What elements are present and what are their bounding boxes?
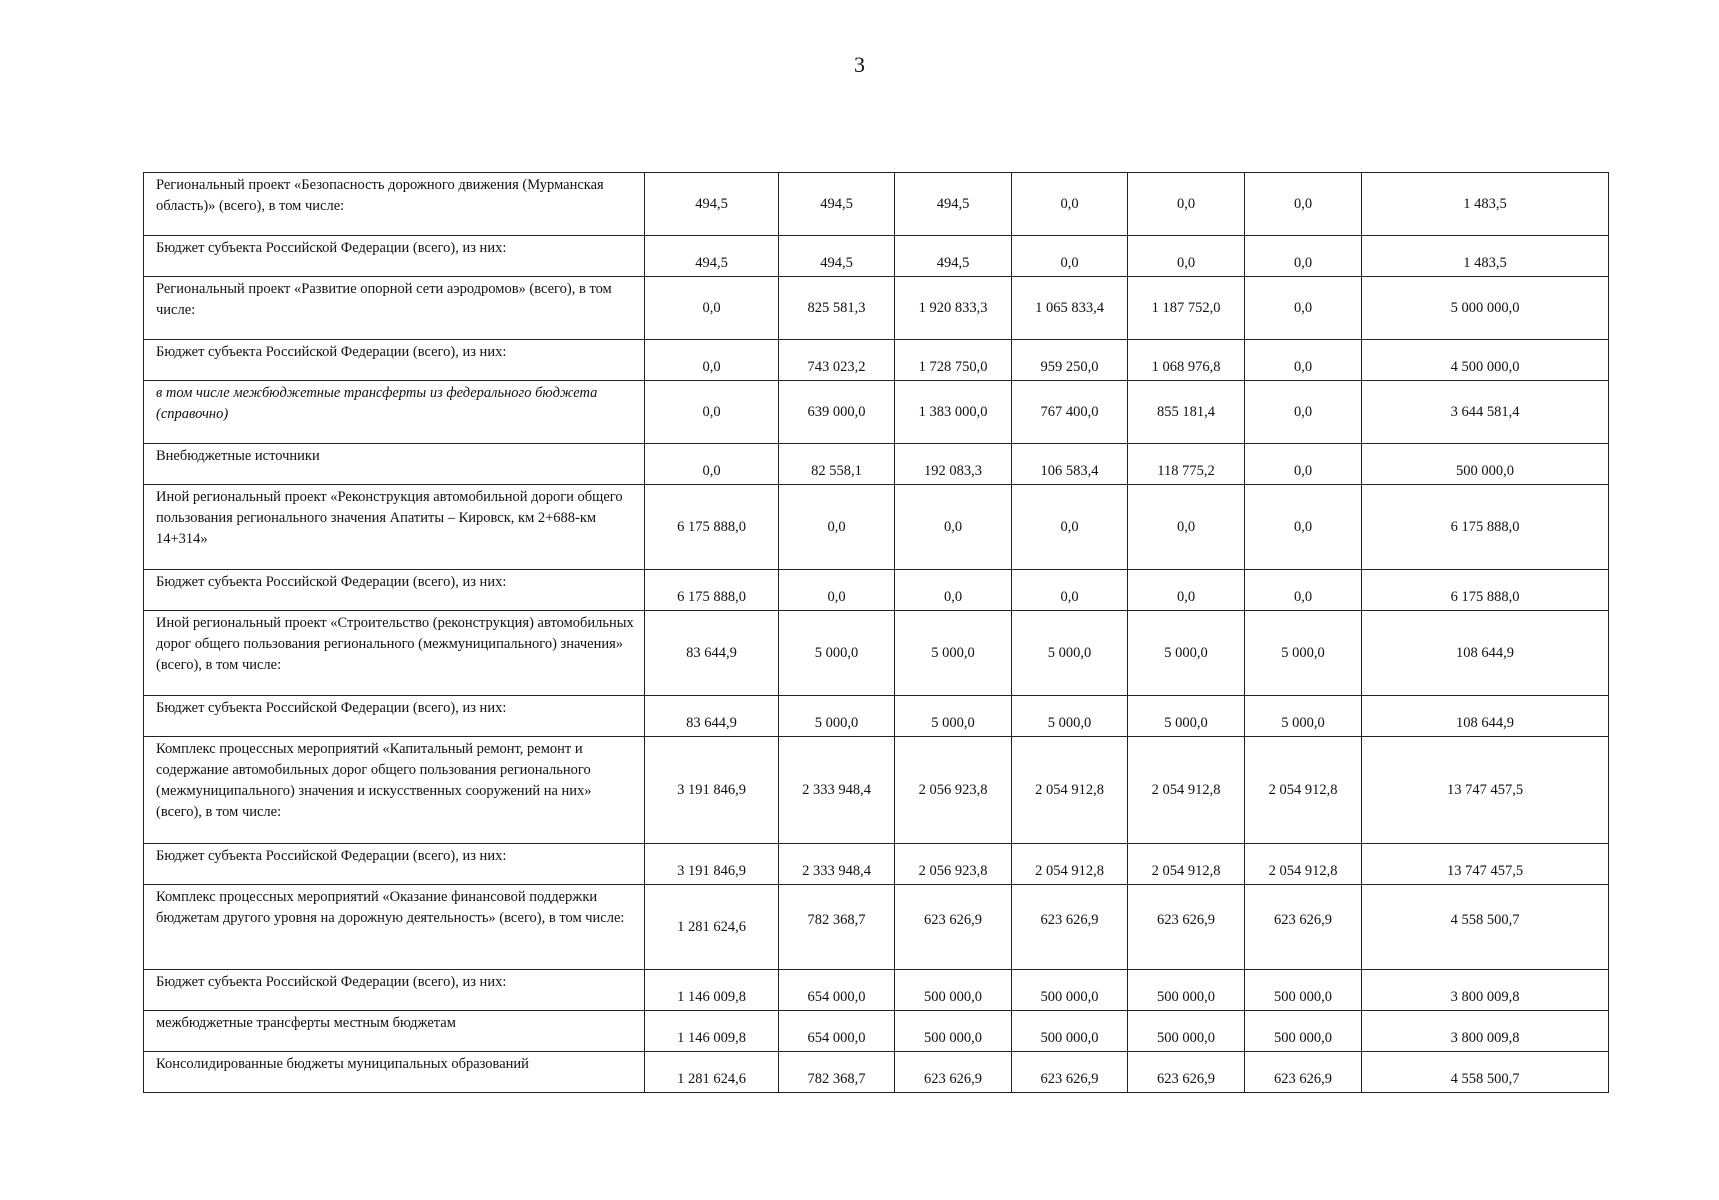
value-cell: 0,0	[1245, 570, 1362, 611]
row-label: Бюджет субъекта Российской Федерации (всего), из них:	[144, 570, 645, 611]
value-cell: 0,0	[895, 485, 1012, 570]
value-cell: 494,5	[895, 173, 1012, 236]
value-cell: 1 187 752,0	[1128, 277, 1245, 340]
value-cell: 782 368,7	[779, 1052, 895, 1093]
value-cell: 2 056 923,8	[895, 844, 1012, 885]
value-cell: 6 175 888,0	[645, 485, 779, 570]
table-row	[144, 885, 1609, 970]
value-cell: 5 000,0	[1012, 696, 1128, 737]
row-label: Комплекс процессных мероприятий «Оказание финансовой поддержки бюджетам другого уровня на дорожную деятельность» (всего), в том числе:	[144, 885, 645, 970]
row-label: Бюджет субъекта Российской Федерации (всего), из них:	[144, 844, 645, 885]
value-cell: 118 775,2	[1128, 444, 1245, 485]
value-cell: 623 626,9	[895, 1052, 1012, 1093]
table-row	[144, 970, 1609, 1011]
value-cell: 494,5	[645, 173, 779, 236]
value-cell: 1 281 624,6	[645, 885, 779, 970]
value-cell: 500 000,0	[1362, 444, 1609, 485]
table-row	[144, 737, 1609, 844]
row-label: Бюджет субъекта Российской Федерации (всего), из них:	[144, 236, 645, 277]
value-cell: 2 054 912,8	[1128, 844, 1245, 885]
row-label: в том числе межбюджетные трансферты из федерального бюджета (справочно)	[144, 381, 645, 444]
value-cell: 0,0	[1245, 485, 1362, 570]
value-cell: 5 000,0	[779, 611, 895, 696]
value-cell: 0,0	[1128, 236, 1245, 277]
row-label: Иной региональный проект «Реконструкция автомобильной дороги общего пользования регионального значения Апатиты – Кировск, км 2+688-км 14+314»	[144, 485, 645, 570]
value-cell: 623 626,9	[1128, 885, 1245, 970]
row-label: Бюджет субъекта Российской Федерации (всего), из них:	[144, 970, 645, 1011]
value-cell: 500 000,0	[895, 970, 1012, 1011]
value-cell: 6 175 888,0	[645, 570, 779, 611]
table-row	[144, 611, 1609, 696]
value-cell: 1 065 833,4	[1012, 277, 1128, 340]
value-cell: 494,5	[779, 173, 895, 236]
value-cell: 5 000,0	[1012, 611, 1128, 696]
value-cell: 83 644,9	[645, 611, 779, 696]
value-cell: 2 054 912,8	[1012, 737, 1128, 844]
value-cell: 0,0	[895, 570, 1012, 611]
table-row	[144, 1011, 1609, 1052]
value-cell: 623 626,9	[1128, 1052, 1245, 1093]
value-cell: 2 054 912,8	[1012, 844, 1128, 885]
value-cell: 13 747 457,5	[1362, 737, 1609, 844]
value-cell: 0,0	[779, 485, 895, 570]
value-cell: 1 483,5	[1362, 236, 1609, 277]
value-cell: 0,0	[645, 381, 779, 444]
table-row	[144, 570, 1609, 611]
value-cell: 3 644 581,4	[1362, 381, 1609, 444]
table-row	[144, 485, 1609, 570]
value-cell: 0,0	[1012, 570, 1128, 611]
value-cell: 623 626,9	[1245, 885, 1362, 970]
value-cell: 108 644,9	[1362, 611, 1609, 696]
value-cell: 500 000,0	[1128, 970, 1245, 1011]
value-cell: 500 000,0	[895, 1011, 1012, 1052]
value-cell: 3 800 009,8	[1362, 1011, 1609, 1052]
table-row	[144, 173, 1609, 236]
table-row	[144, 844, 1609, 885]
value-cell: 5 000,0	[1128, 611, 1245, 696]
value-cell: 2 054 912,8	[1245, 844, 1362, 885]
value-cell: 2 054 912,8	[1245, 737, 1362, 844]
table-row	[144, 696, 1609, 737]
value-cell: 0,0	[1245, 173, 1362, 236]
row-label: Бюджет субъекта Российской Федерации (всего), из них:	[144, 340, 645, 381]
value-cell: 192 083,3	[895, 444, 1012, 485]
value-cell: 1 483,5	[1362, 173, 1609, 236]
value-cell: 83 644,9	[645, 696, 779, 737]
table-row	[144, 277, 1609, 340]
budget-table	[143, 172, 1609, 1093]
value-cell: 0,0	[1245, 340, 1362, 381]
value-cell: 5 000,0	[1128, 696, 1245, 737]
value-cell: 500 000,0	[1128, 1011, 1245, 1052]
value-cell: 494,5	[645, 236, 779, 277]
row-label: Бюджет субъекта Российской Федерации (всего), из них:	[144, 696, 645, 737]
value-cell: 108 644,9	[1362, 696, 1609, 737]
value-cell: 2 333 948,4	[779, 844, 895, 885]
row-label: Внебюджетные источники	[144, 444, 645, 485]
value-cell: 4 500 000,0	[1362, 340, 1609, 381]
table-row	[144, 444, 1609, 485]
value-cell: 5 000,0	[895, 611, 1012, 696]
value-cell: 654 000,0	[779, 970, 895, 1011]
value-cell: 500 000,0	[1012, 1011, 1128, 1052]
value-cell: 2 056 923,8	[895, 737, 1012, 844]
value-cell: 825 581,3	[779, 277, 895, 340]
value-cell: 2 054 912,8	[1128, 737, 1245, 844]
value-cell: 6 175 888,0	[1362, 485, 1609, 570]
value-cell: 5 000,0	[779, 696, 895, 737]
value-cell: 0,0	[1245, 277, 1362, 340]
value-cell: 0,0	[1012, 236, 1128, 277]
value-cell: 6 175 888,0	[1362, 570, 1609, 611]
value-cell: 0,0	[1128, 485, 1245, 570]
value-cell: 782 368,7	[779, 885, 895, 970]
row-label: Региональный проект «Безопасность дорожного движения (Мурманская область)» (всего), в том числе:	[144, 173, 645, 236]
value-cell: 2 333 948,4	[779, 737, 895, 844]
value-cell: 743 023,2	[779, 340, 895, 381]
value-cell: 623 626,9	[1012, 1052, 1128, 1093]
value-cell: 0,0	[1245, 236, 1362, 277]
value-cell: 1 383 000,0	[895, 381, 1012, 444]
value-cell: 0,0	[779, 570, 895, 611]
value-cell: 500 000,0	[1012, 970, 1128, 1011]
value-cell: 0,0	[1012, 485, 1128, 570]
row-label: межбюджетные трансферты местным бюджетам	[144, 1011, 645, 1052]
row-label: Иной региональный проект «Строительство (реконструкция) автомобильных дорог общего пользования регионального (межмуниципального) значения» (всего), в том числе:	[144, 611, 645, 696]
value-cell: 0,0	[1245, 444, 1362, 485]
row-label: Комплекс процессных мероприятий «Капитальный ремонт, ремонт и содержание автомобильных дорог общего пользования регионального (межмуниципального) значения и искусственных сооружений на них» (всего), в том числе:	[144, 737, 645, 844]
value-cell: 623 626,9	[895, 885, 1012, 970]
value-cell: 5 000 000,0	[1362, 277, 1609, 340]
value-cell: 1 068 976,8	[1128, 340, 1245, 381]
value-cell: 767 400,0	[1012, 381, 1128, 444]
value-cell: 1 281 624,6	[645, 1052, 779, 1093]
value-cell: 0,0	[1128, 570, 1245, 611]
table-row	[144, 381, 1609, 444]
value-cell: 654 000,0	[779, 1011, 895, 1052]
value-cell: 3 191 846,9	[645, 844, 779, 885]
value-cell: 5 000,0	[1245, 611, 1362, 696]
value-cell: 0,0	[645, 444, 779, 485]
value-cell: 500 000,0	[1245, 970, 1362, 1011]
value-cell: 639 000,0	[779, 381, 895, 444]
value-cell: 3 191 846,9	[645, 737, 779, 844]
value-cell: 5 000,0	[1245, 696, 1362, 737]
value-cell: 0,0	[1012, 173, 1128, 236]
value-cell: 623 626,9	[1012, 885, 1128, 970]
value-cell: 1 146 009,8	[645, 1011, 779, 1052]
value-cell: 3 800 009,8	[1362, 970, 1609, 1011]
value-cell: 959 250,0	[1012, 340, 1128, 381]
value-cell: 5 000,0	[895, 696, 1012, 737]
value-cell: 1 146 009,8	[645, 970, 779, 1011]
value-cell: 494,5	[779, 236, 895, 277]
value-cell: 106 583,4	[1012, 444, 1128, 485]
value-cell: 1 728 750,0	[895, 340, 1012, 381]
value-cell: 4 558 500,7	[1362, 885, 1609, 970]
value-cell: 0,0	[645, 340, 779, 381]
table-row	[144, 1052, 1609, 1093]
row-label: Региональный проект «Развитие опорной сети аэродромов» (всего), в том числе:	[144, 277, 645, 340]
value-cell: 623 626,9	[1245, 1052, 1362, 1093]
value-cell: 0,0	[1128, 173, 1245, 236]
value-cell: 500 000,0	[1245, 1011, 1362, 1052]
table-row	[144, 236, 1609, 277]
value-cell: 494,5	[895, 236, 1012, 277]
value-cell: 855 181,4	[1128, 381, 1245, 444]
value-cell: 13 747 457,5	[1362, 844, 1609, 885]
value-cell: 4 558 500,7	[1362, 1052, 1609, 1093]
value-cell: 0,0	[1245, 381, 1362, 444]
page-number: 3	[854, 52, 865, 77]
table-row	[144, 340, 1609, 381]
value-cell: 0,0	[645, 277, 779, 340]
row-label: Консолидированные бюджеты муниципальных образований	[144, 1052, 645, 1093]
value-cell: 82 558,1	[779, 444, 895, 485]
value-cell: 1 920 833,3	[895, 277, 1012, 340]
